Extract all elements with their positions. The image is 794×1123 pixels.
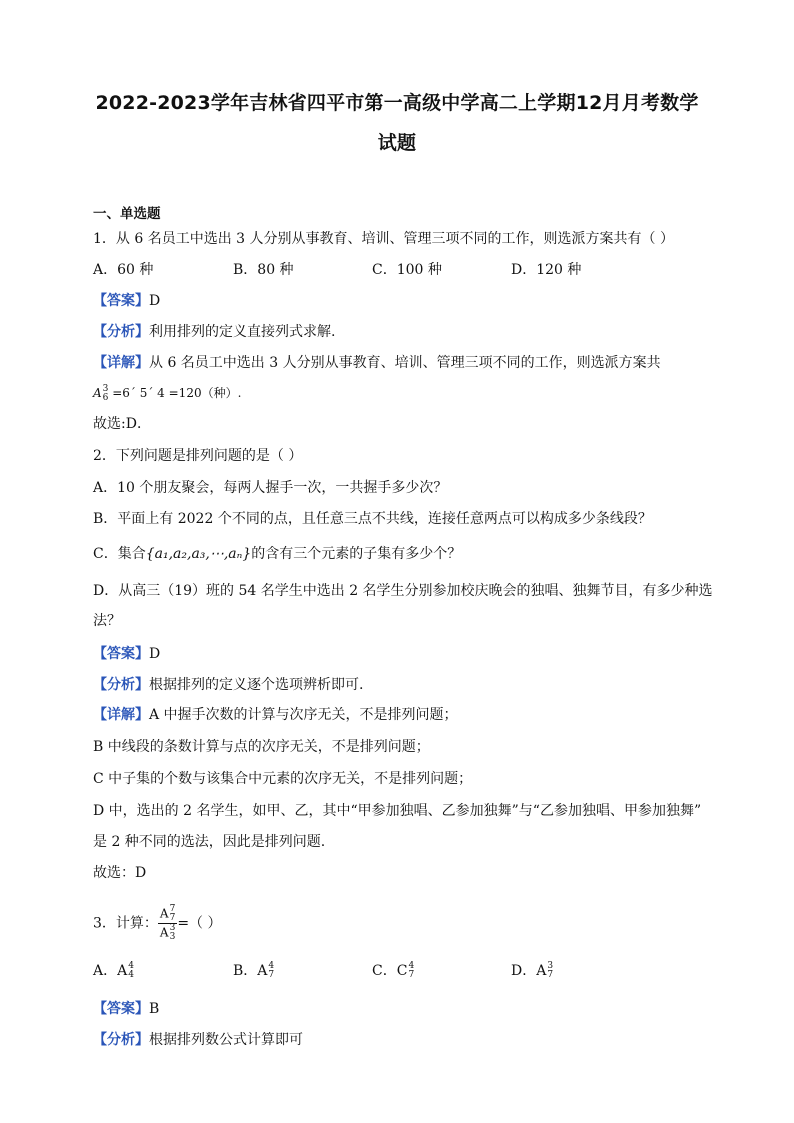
q3-option-c-sub: 7: [408, 970, 415, 980]
q3-option-c-base: C: [396, 963, 408, 979]
answer-tag: 【答案】: [93, 293, 149, 309]
q3-stem-suffix: =（ ）: [177, 915, 222, 932]
q2-option-a: A．10 个朋友聚会，每两人握手一次，一共握手多少次？: [93, 480, 448, 496]
q2-option-c-set: {a₁,a₂,a₃,⋯,aₙ}: [145, 546, 252, 562]
q3-stem-prefix: 3．计算：: [93, 915, 158, 932]
q3-option-d: [511, 962, 553, 980]
q2-detail-line1: [93, 706, 458, 724]
q1-formula-sub: 6: [102, 392, 109, 403]
detail-tag: 【详解】: [93, 707, 149, 723]
q2-option-c-prefix: C．集合: [93, 546, 146, 562]
q2-option-b: B．平面上有 2022 个不同的点，且任意三点不共线，连接任意两点可以构成多少条线段？: [93, 511, 652, 527]
answer-tag: 【答案】: [93, 1001, 149, 1017]
q2-option-d-line1: D．从高三（19）班的 54 名学生中选出 2 名学生分别参加校庆晚会的独唱、独舞节目，有多少种选: [93, 583, 713, 599]
q3-num-sub: 7: [169, 913, 176, 923]
q1-answer: D: [149, 293, 161, 309]
q3-option-a-sup: 4: [128, 961, 134, 971]
q2-detail-line4: D 中，选出的 2 名学生，如甲、乙，其中“甲参加独唱、乙参加独舞”与“乙参加独唱、甲参加独舞”: [93, 803, 702, 819]
analysis-tag: 【分析】: [93, 677, 149, 693]
q3-option-b-label: B．: [233, 963, 258, 979]
document-title-line1: 2022-2023学年吉林省四平市第一高级中学高二上学期12月月考数学: [95, 92, 699, 114]
q2-stem: 2．下列问题是排列问题的是（ ）: [93, 448, 303, 464]
q2-detail1: A 中握手次数的计算与次序无关，不是排列问题；: [149, 707, 458, 723]
q3-option-b-sup: 4: [268, 961, 275, 971]
q3-option-b-base: A: [257, 963, 268, 979]
detail-tag: 【详解】: [93, 355, 149, 371]
q3-option-d-base: A: [536, 963, 547, 979]
section-heading: 一、单选题: [93, 206, 161, 222]
q3-stem: [93, 905, 222, 942]
q2-option-c: [93, 545, 461, 563]
q3-option-a-sub: 4: [128, 970, 134, 980]
q3-analysis-line: [93, 1031, 303, 1049]
q1-option-c: C．100 种: [372, 262, 442, 278]
q2-detail-line3: C 中子集的个数与该集合中元素的次序无关，不是排列问题；: [93, 771, 473, 787]
q2-conclusion: 故选：D: [93, 865, 147, 881]
q1-analysis: 利用排列的定义直接列式求解.: [149, 324, 336, 340]
q3-option-c-sup: 4: [408, 961, 415, 971]
q3-analysis: 根据排列数公式计算即可: [149, 1032, 303, 1048]
q3-option-d-sub: 7: [547, 970, 554, 980]
q3-option-a-base: A: [117, 963, 128, 979]
q3-answer-line: [93, 1000, 159, 1018]
q3-option-b-sub: 7: [268, 970, 275, 980]
q2-analysis: 根据排列的定义逐个选项辨析即可.: [149, 677, 364, 693]
q2-detail-line2: B 中线段的条数计算与点的次序无关，不是排列问题；: [93, 739, 430, 755]
document-title-line2: 试题: [377, 132, 417, 154]
q3-option-a-label: A．: [93, 963, 118, 979]
q1-stem: 1．从 6 名员工中选出 3 人分别从事教育、培训、管理三项不同的工作，则选派方案共有（ ）: [93, 231, 674, 247]
q1-option-b: B．80 种: [233, 262, 294, 278]
q3-den-sub: 3: [169, 932, 176, 942]
q3-option-d-label: D．: [511, 963, 537, 979]
q1-detail-line: [93, 354, 661, 372]
q3-num-sup: 7: [169, 904, 176, 914]
q2-option-c-suffix: 的含有三个元素的子集有多少个？: [251, 546, 462, 562]
answer-tag: 【答案】: [93, 646, 149, 662]
q2-option-d-line2: 法？: [93, 613, 121, 629]
q3-option-c: [372, 962, 414, 980]
q2-analysis-line: [93, 676, 363, 694]
q1-conclusion: 故选:D．: [93, 416, 151, 432]
q1-formula-sup: 3: [102, 383, 109, 394]
q3-num-base: A: [159, 906, 169, 921]
q2-answer: D: [149, 646, 161, 662]
q1-formula: [93, 384, 241, 403]
q2-answer-line: [93, 645, 160, 663]
q1-option-a: A．60 种: [93, 262, 154, 278]
q2-detail-line5: 是 2 种不同的选法，因此是排列问题.: [93, 834, 326, 850]
q1-analysis-line: [93, 323, 335, 341]
q3-den-base: A: [159, 925, 169, 940]
q3-option-c-label: C．: [372, 963, 397, 979]
q3-fraction: [158, 905, 177, 942]
q1-formula-rest: =6´ 5´ 4 =120（种）.: [108, 386, 242, 400]
q1-detail: 从 6 名员工中选出 3 人分别从事教育、培训、管理三项不同的工作，则选派方案共: [149, 355, 661, 371]
q3-option-b: [233, 962, 274, 980]
q1-option-d: D．120 种: [511, 262, 582, 278]
q3-den-sup: 3: [169, 923, 176, 933]
analysis-tag: 【分析】: [93, 1032, 149, 1048]
q3-answer: B: [149, 1001, 160, 1017]
q3-option-a: [93, 962, 134, 980]
q1-answer-line: [93, 292, 160, 310]
q1-formula-base: A: [93, 386, 102, 400]
q3-option-d-sup: 3: [547, 961, 554, 971]
analysis-tag: 【分析】: [93, 324, 149, 340]
